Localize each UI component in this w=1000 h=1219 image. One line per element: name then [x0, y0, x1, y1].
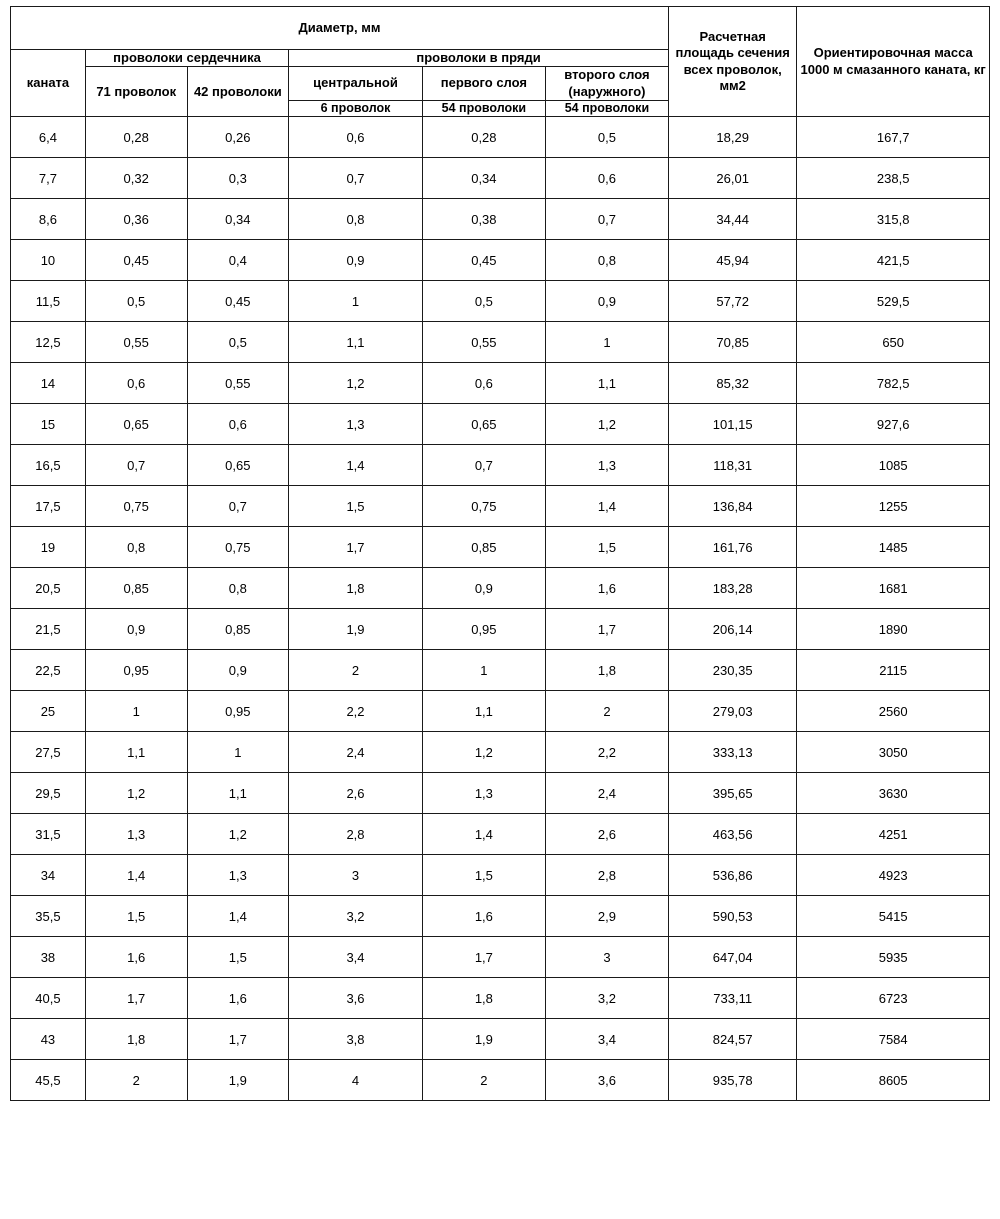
table-cell: 27,5	[11, 732, 86, 773]
table-cell: 421,5	[797, 240, 990, 281]
table-row	[11, 896, 990, 937]
table-cell: 1	[422, 650, 545, 691]
rope-specification-table	[10, 6, 990, 1101]
table-cell: 1,4	[545, 486, 668, 527]
table-cell: 0,55	[187, 363, 289, 404]
table-cell: 45,94	[668, 240, 796, 281]
table-cell: 3,6	[289, 978, 423, 1019]
table-cell: 0,8	[289, 199, 423, 240]
table-cell: 101,15	[668, 404, 796, 445]
table-row	[11, 486, 990, 527]
table-cell: 1,7	[289, 527, 423, 568]
table-cell: 34	[11, 855, 86, 896]
table-cell: 1,6	[545, 568, 668, 609]
table-cell: 1,7	[187, 1019, 289, 1060]
table-cell: 3,4	[545, 1019, 668, 1060]
table-cell: 15	[11, 404, 86, 445]
table-row	[11, 363, 990, 404]
table-cell: 0,6	[422, 363, 545, 404]
table-cell: 0,3	[187, 158, 289, 199]
table-cell: 1,6	[85, 937, 187, 978]
table-cell: 10	[11, 240, 86, 281]
table-cell: 1,2	[545, 404, 668, 445]
table-cell: 0,55	[85, 322, 187, 363]
table-cell: 57,72	[668, 281, 796, 322]
table-cell: 8,6	[11, 199, 86, 240]
table-cell: 782,5	[797, 363, 990, 404]
table-body	[11, 117, 990, 1101]
table-cell: 1,7	[545, 609, 668, 650]
table-cell: 1485	[797, 527, 990, 568]
table-cell: 0,65	[422, 404, 545, 445]
table-cell: 0,5	[422, 281, 545, 322]
table-cell: 0,8	[187, 568, 289, 609]
table-cell: 7584	[797, 1019, 990, 1060]
header-mass: Ориентировочная масса 1000 м смазанного каната, кг	[797, 7, 990, 117]
table-cell: 70,85	[668, 322, 796, 363]
table-cell: 118,31	[668, 445, 796, 486]
table-cell: 4	[289, 1060, 423, 1101]
table-cell: 85,32	[668, 363, 796, 404]
table-cell: 529,5	[797, 281, 990, 322]
table-cell: 3,8	[289, 1019, 423, 1060]
table-cell: 1,6	[422, 896, 545, 937]
table-cell: 2	[85, 1060, 187, 1101]
table-cell: 0,6	[289, 117, 423, 158]
table-cell: 29,5	[11, 773, 86, 814]
table-cell: 1,3	[187, 855, 289, 896]
table-cell: 1	[545, 322, 668, 363]
table-cell: 0,65	[187, 445, 289, 486]
table-cell: 0,36	[85, 199, 187, 240]
table-cell: 0,65	[85, 404, 187, 445]
table-cell: 647,04	[668, 937, 796, 978]
table-cell: 0,7	[545, 199, 668, 240]
table-row	[11, 691, 990, 732]
table-cell: 2	[545, 691, 668, 732]
table-cell: 2,2	[289, 691, 423, 732]
table-cell: 2115	[797, 650, 990, 691]
table-cell: 0,45	[422, 240, 545, 281]
table-cell: 5935	[797, 937, 990, 978]
table-cell: 0,9	[422, 568, 545, 609]
table-cell: 1,1	[85, 732, 187, 773]
table-cell: 1,5	[545, 527, 668, 568]
table-cell: 2	[422, 1060, 545, 1101]
table-cell: 0,9	[85, 609, 187, 650]
table-cell: 0,5	[85, 281, 187, 322]
table-cell: 25	[11, 691, 86, 732]
table-cell: 206,14	[668, 609, 796, 650]
table-cell: 1,3	[422, 773, 545, 814]
table-cell: 1,9	[187, 1060, 289, 1101]
table-cell: 1681	[797, 568, 990, 609]
table-row	[11, 240, 990, 281]
table-row	[11, 814, 990, 855]
table-cell: 3,2	[545, 978, 668, 1019]
header-rope: каната	[11, 50, 86, 117]
table-cell: 0,75	[187, 527, 289, 568]
table-cell: 18,29	[668, 117, 796, 158]
table-cell: 167,7	[797, 117, 990, 158]
table-cell: 1,2	[289, 363, 423, 404]
table-row	[11, 1019, 990, 1060]
table-cell: 1,7	[85, 978, 187, 1019]
table-cell: 0,55	[422, 322, 545, 363]
table-cell: 1,8	[289, 568, 423, 609]
table-cell: 1,3	[85, 814, 187, 855]
table-row	[11, 937, 990, 978]
header-central: центральной	[289, 67, 423, 101]
table-cell: 1,5	[187, 937, 289, 978]
table-cell: 0,8	[545, 240, 668, 281]
header-first-layer-sub: 54 проволоки	[422, 100, 545, 117]
table-cell: 35,5	[11, 896, 86, 937]
table-cell: 183,28	[668, 568, 796, 609]
table-cell: 315,8	[797, 199, 990, 240]
table-cell: 0,5	[545, 117, 668, 158]
table-cell: 2,8	[545, 855, 668, 896]
table-cell: 16,5	[11, 445, 86, 486]
table-row	[11, 199, 990, 240]
table-cell: 1	[187, 732, 289, 773]
table-cell: 1,1	[187, 773, 289, 814]
table-cell: 1,2	[85, 773, 187, 814]
table-cell: 3	[289, 855, 423, 896]
table-cell: 1,9	[289, 609, 423, 650]
table-cell: 0,7	[422, 445, 545, 486]
table-cell: 1,1	[289, 322, 423, 363]
table-cell: 2,4	[289, 732, 423, 773]
table-cell: 21,5	[11, 609, 86, 650]
table-cell: 238,5	[797, 158, 990, 199]
table-cell: 1,5	[289, 486, 423, 527]
table-cell: 6723	[797, 978, 990, 1019]
header-first-layer: первого слоя	[422, 67, 545, 101]
table-cell: 2	[289, 650, 423, 691]
table-cell: 20,5	[11, 568, 86, 609]
table-cell: 0,6	[187, 404, 289, 445]
table-cell: 3	[545, 937, 668, 978]
table-cell: 3,6	[545, 1060, 668, 1101]
table-cell: 0,6	[545, 158, 668, 199]
table-cell: 14	[11, 363, 86, 404]
table-cell: 0,75	[85, 486, 187, 527]
table-cell: 4923	[797, 855, 990, 896]
table-cell: 1,4	[289, 445, 423, 486]
table-cell: 1,4	[187, 896, 289, 937]
table-cell: 0,85	[422, 527, 545, 568]
table-cell: 1,2	[422, 732, 545, 773]
table-cell: 279,03	[668, 691, 796, 732]
table-row	[11, 322, 990, 363]
table-cell: 1,8	[422, 978, 545, 1019]
table-cell: 536,86	[668, 855, 796, 896]
table-cell: 0,7	[289, 158, 423, 199]
table-cell: 0,8	[85, 527, 187, 568]
table-row	[11, 978, 990, 1019]
table-header	[11, 7, 990, 117]
table-cell: 0,7	[85, 445, 187, 486]
table-cell: 1,4	[422, 814, 545, 855]
table-row	[11, 773, 990, 814]
header-diameter-group: Диаметр, мм	[11, 7, 669, 50]
table-cell: 2,2	[545, 732, 668, 773]
table-cell: 2,9	[545, 896, 668, 937]
table-cell: 1,8	[85, 1019, 187, 1060]
table-cell: 4251	[797, 814, 990, 855]
table-cell: 0,32	[85, 158, 187, 199]
table-cell: 1,2	[187, 814, 289, 855]
table-cell: 1,9	[422, 1019, 545, 1060]
table-cell: 0,6	[85, 363, 187, 404]
table-cell: 0,95	[422, 609, 545, 650]
table-cell: 3,2	[289, 896, 423, 937]
table-cell: 935,78	[668, 1060, 796, 1101]
table-cell: 11,5	[11, 281, 86, 322]
table-cell: 0,45	[187, 281, 289, 322]
table-cell: 1085	[797, 445, 990, 486]
table-cell: 136,84	[668, 486, 796, 527]
table-cell: 22,5	[11, 650, 86, 691]
table-cell: 650	[797, 322, 990, 363]
header-row-1	[11, 7, 990, 50]
table-cell: 463,56	[668, 814, 796, 855]
table-cell: 34,44	[668, 199, 796, 240]
table-cell: 3,4	[289, 937, 423, 978]
table-cell: 1,1	[422, 691, 545, 732]
header-core-42: 42 проволоки	[187, 67, 289, 117]
table-cell: 1,5	[85, 896, 187, 937]
table-row	[11, 404, 990, 445]
table-cell: 31,5	[11, 814, 86, 855]
table-row	[11, 281, 990, 322]
table-row	[11, 855, 990, 896]
table-cell: 7,7	[11, 158, 86, 199]
table-cell: 5415	[797, 896, 990, 937]
table-cell: 0,95	[187, 691, 289, 732]
table-row	[11, 568, 990, 609]
table-row	[11, 158, 990, 199]
table-cell: 2,6	[289, 773, 423, 814]
table-cell: 2560	[797, 691, 990, 732]
table-cell: 1,5	[422, 855, 545, 896]
table-cell: 3050	[797, 732, 990, 773]
table-cell: 230,35	[668, 650, 796, 691]
table-row	[11, 527, 990, 568]
header-core-71: 71 проволок	[85, 67, 187, 117]
table-cell: 17,5	[11, 486, 86, 527]
table-row	[11, 1060, 990, 1101]
table-cell: 1,8	[545, 650, 668, 691]
table-cell: 0,9	[289, 240, 423, 281]
table-cell: 0,95	[85, 650, 187, 691]
table-cell: 590,53	[668, 896, 796, 937]
table-cell: 1,3	[289, 404, 423, 445]
table-cell: 38	[11, 937, 86, 978]
header-second-layer: второго слоя (наружного)	[545, 67, 668, 101]
table-cell: 0,45	[85, 240, 187, 281]
table-cell: 1,3	[545, 445, 668, 486]
table-cell: 6,4	[11, 117, 86, 158]
table-cell: 395,65	[668, 773, 796, 814]
header-core-group: проволоки сердечника	[85, 50, 288, 67]
table-cell: 1	[85, 691, 187, 732]
table-cell: 0,4	[187, 240, 289, 281]
table-row	[11, 650, 990, 691]
header-central-sub: 6 проволок	[289, 100, 423, 117]
table-cell: 161,76	[668, 527, 796, 568]
table-row	[11, 445, 990, 486]
table-cell: 927,6	[797, 404, 990, 445]
table-cell: 40,5	[11, 978, 86, 1019]
table-cell: 733,11	[668, 978, 796, 1019]
table-cell: 0,75	[422, 486, 545, 527]
table-cell: 12,5	[11, 322, 86, 363]
table-cell: 0,34	[422, 158, 545, 199]
table-cell: 0,34	[187, 199, 289, 240]
table-cell: 3630	[797, 773, 990, 814]
table-cell: 45,5	[11, 1060, 86, 1101]
table-cell: 0,7	[187, 486, 289, 527]
table-cell: 19	[11, 527, 86, 568]
table-cell: 2,4	[545, 773, 668, 814]
table-cell: 0,26	[187, 117, 289, 158]
table-cell: 0,9	[187, 650, 289, 691]
table-cell: 0,38	[422, 199, 545, 240]
table-cell: 1,1	[545, 363, 668, 404]
table-cell: 0,28	[85, 117, 187, 158]
table-row	[11, 609, 990, 650]
table-row	[11, 117, 990, 158]
table-cell: 43	[11, 1019, 86, 1060]
table-cell: 1890	[797, 609, 990, 650]
table-cell: 2,8	[289, 814, 423, 855]
table-cell: 8605	[797, 1060, 990, 1101]
header-area: Расчетная площадь сечения всех проволок, мм2	[668, 7, 796, 117]
header-strand-group: проволоки в пряди	[289, 50, 669, 67]
table-cell: 0,85	[187, 609, 289, 650]
table-cell: 1255	[797, 486, 990, 527]
table-row	[11, 732, 990, 773]
table-cell: 2,6	[545, 814, 668, 855]
header-second-layer-sub: 54 проволоки	[545, 100, 668, 117]
table-cell: 0,5	[187, 322, 289, 363]
table-cell: 26,01	[668, 158, 796, 199]
table-cell: 0,9	[545, 281, 668, 322]
table-cell: 333,13	[668, 732, 796, 773]
table-cell: 824,57	[668, 1019, 796, 1060]
table-cell: 0,85	[85, 568, 187, 609]
table-cell: 1,6	[187, 978, 289, 1019]
table-cell: 1,4	[85, 855, 187, 896]
table-cell: 1	[289, 281, 423, 322]
table-cell: 0,28	[422, 117, 545, 158]
table-cell: 1,7	[422, 937, 545, 978]
